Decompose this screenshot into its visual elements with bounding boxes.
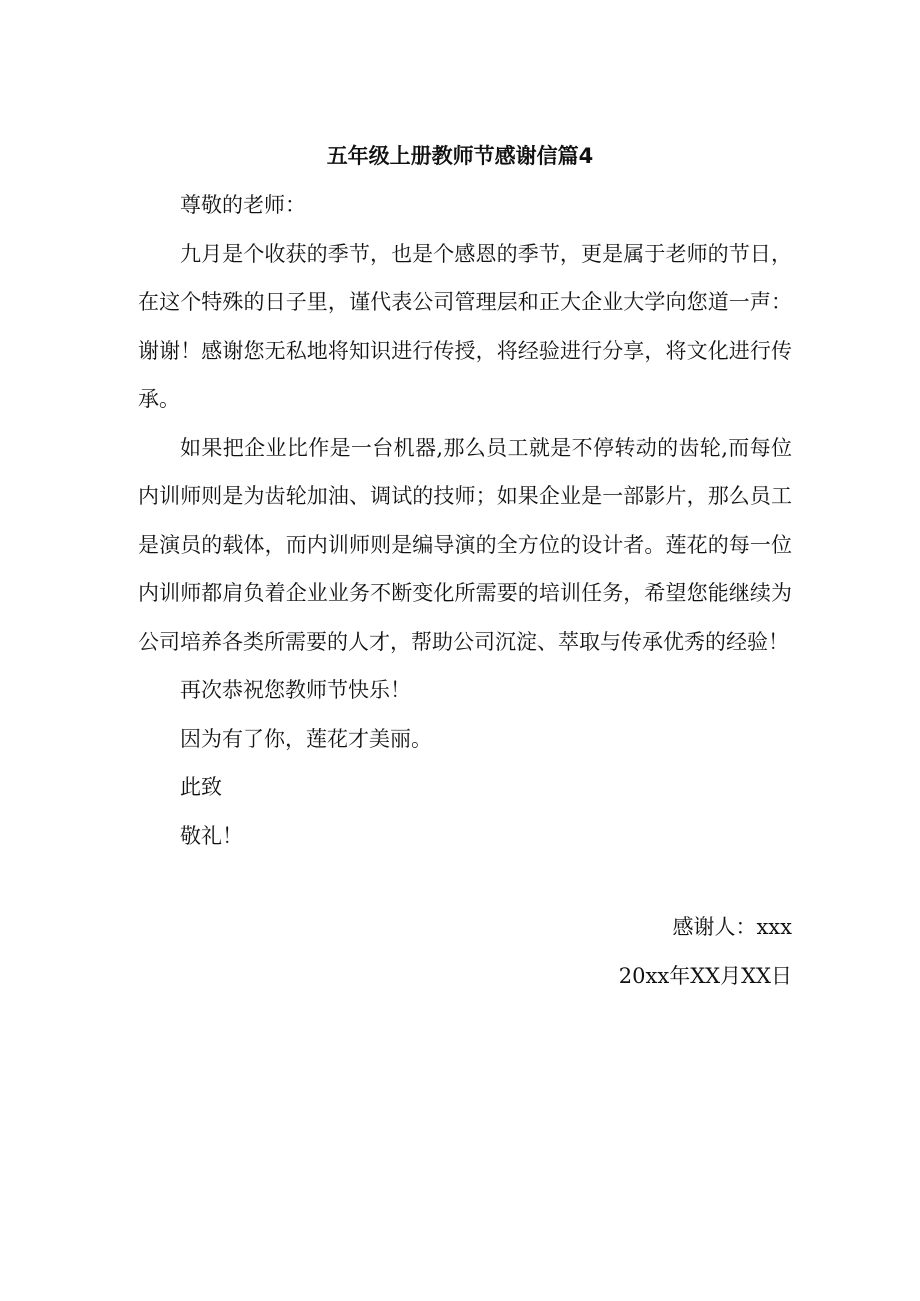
- date-line: 20xx年XX月XX日: [618, 963, 792, 988]
- signer-line: 感谢人：xxx: [672, 915, 792, 939]
- paragraph-4: 因为有了你，莲花才美丽。: [180, 726, 432, 751]
- paragraph-2: 如果把企业比作是一台机器,那么员工就是不停转动的齿轮,而每位内训师则是为齿轮加油、调试的技师；如果企业是一部影片，那么员工是演员的载体，而内训师则是编导演的全方位的设计者。莲花的每一位内训师都肩负着企业业务不断变化所需要的培训任务，希望您能继续为公司培养各类所需要的人才，帮助公司沉淀、萃取与传承优秀的经验！: [138, 435, 792, 654]
- closing-line-2: 敬礼！: [180, 823, 243, 848]
- closing-line-1: 此致: [180, 775, 222, 799]
- salutation: 尊敬的老师：: [180, 193, 306, 217]
- paragraph-3: 再次恭祝您教师节快乐！: [180, 678, 411, 702]
- letter-body: [138, 181, 792, 860]
- signature-block: [619, 903, 792, 1000]
- letter-title: 五年级上册教师节感谢信篇4: [326, 144, 594, 168]
- paragraph-1: 九月是个收获的季节，也是个感恩的季节，更是属于老师的节日，在这个特殊的日子里，谨代表公司管理层和正大企业大学向您道一声：谢谢！感谢您无私地将知识进行传授，将经验进行分享，将文化进行传承。: [138, 241, 792, 411]
